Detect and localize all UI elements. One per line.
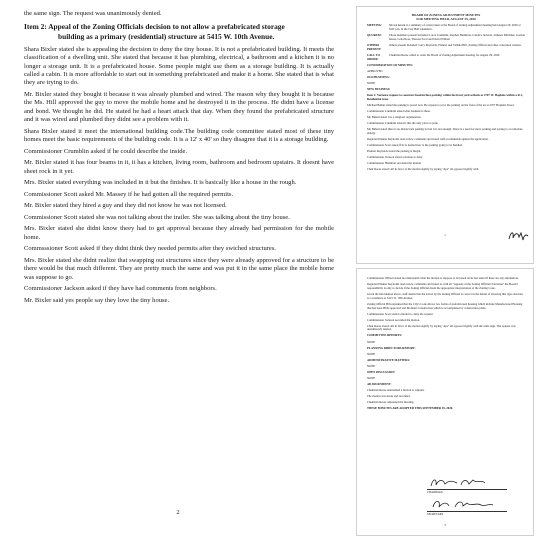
paragraph: Commissioner Scott stated a motion to deny the request. — [367, 311, 434, 316]
secretary-signature — [427, 497, 507, 511]
row-value: Shown herein is a summary of action taken at the Board of Zoning Adjustment meeting held August 29, 2020 at 6:00 p.m. in the City Hall Chambers. — [389, 23, 521, 32]
row-key: CALL TO ORDER: — [367, 52, 380, 61]
section-heading: CONSIDERATION OF MINUTES: — [367, 62, 414, 67]
section-heading: OPEN DISCUSSION: — [367, 369, 396, 374]
paragraph: Shara Bixler stated it meet the international building code.The building code committee stated most of these tiny homes meet the basic requirements of the building code. It is a 12' x 40' so they disagree that it is a storage building. — [24, 127, 334, 143]
paragraph: Mr. Bixler stated they bought it because it was already plumbed and wired. The reason why they bought it is because the Ms. Hill approved the guy to move the mobile home and he destroyed it in the process. He didnt have a license and bond. We thought he did. He stated he had a heart attack that day. When they found the prefabricated structure and it was wired and plumbed they didnt see a problem with it. — [24, 90, 334, 124]
item-1-heading: Item 1: Variance request to construct head-in/face parking within the front yard setback at 2707 W. Hopkins within a R-1, Residential zone. — [367, 92, 523, 101]
paragraph: Commissioner Crumblin asked what business is there. — [367, 108, 431, 113]
paragraph: Mr. Bixler stated it has four beams in it, it has a kitchen, living room, bathroom and bedroom upstairs. It doesnt have sheet rock in it yet. — [24, 159, 334, 175]
section-value: APPROVED — [367, 68, 383, 73]
signature-label: SECRETARY — [427, 512, 444, 516]
paragraph: Commissioner Jackson seconded the motion. — [367, 317, 420, 322]
section-heading: OLD BUSINESS: — [367, 74, 390, 79]
paragraph: Commissioner Crumblin asked is this the only place to park. — [367, 120, 439, 125]
section-value: NONE — [367, 363, 376, 368]
handwritten-initials — [507, 229, 529, 243]
section-value: NONE — [367, 351, 376, 356]
section-value: NONE — [367, 339, 376, 344]
item-2-heading — [24, 22, 334, 41]
paragraph: Mr. Bixler stated they hired a guy and they did not know he was not licensed. — [24, 202, 227, 210]
paragraph: Mrs. Bixler stated everything was included in it but the finishes. It is basically like a house in the rough. — [24, 179, 297, 187]
paragraph: Regional Planner Reynolds read review comments and stated staff recommends against the application. — [367, 136, 489, 141]
minutes-row — [367, 34, 525, 42]
page-number: 3 — [444, 523, 446, 527]
item-2-heading-line2: building as a primary (residential) structure at 5415 W. 10th Avenue. — [58, 31, 275, 41]
paragraph: The motion was made and seconded. — [367, 393, 411, 398]
paragraph: Chair Reese stated: All in favor of the motion signify by saying "Aye" all opposed signify with the same sign. The request was unanimously denied. — [367, 323, 516, 332]
paragraph: Given the information above, staff deems that the action by the Zoning Official is correct in the denial of allowing this type structure as a residence at 5415 W. 10th Avenue. — [367, 291, 523, 300]
paragraph: Chair Reese stated: All in favor of the motion signify by saying "Aye" all opposed signify with — [367, 166, 479, 171]
row-value: Those members present included: Loree Crumblin, Stephen Hamilton, Candice Jackson, Jameses Mitchner, Gordon Reese, Lotta Ross, Theresa Scott and David Wilbert — [389, 33, 525, 41]
row-key: QUORUM: — [367, 33, 382, 38]
paragraph: Mr. Bixler said yes people say they love the tiny house. — [24, 296, 170, 304]
paragraph: Mr. Bahati stated there is no inside back parking lot but it is not enough. There is a need for more parking and paving to accomodate elderly. — [367, 126, 523, 135]
paragraph: Commissioner Jackson stated a motion to deny. — [367, 154, 423, 159]
paragraph: Commissioner Scott asked Mr. Massey if he had gotten all the required permits. — [24, 190, 234, 198]
minutes-row — [367, 44, 525, 52]
paragraph: Commissioner Scott asked if he is denied how is the parking going to be handled. — [367, 142, 463, 147]
section-heading: COMMITTEE REPORTS: — [367, 333, 403, 338]
paragraph: Mr. Bahati stated it is a religious organization. — [367, 114, 422, 119]
minutes-page-1-thumbnail — [356, 6, 534, 264]
chairman-signature — [427, 475, 507, 489]
section-heading: NEW BUSINESS: — [367, 86, 391, 91]
paragraph: Commissioner Wilbert stated he understands what the motion is suppose to be based on he has asked if there are any alternatives. — [367, 276, 519, 280]
minutes-header-line: FOR MEETING HELD, AUGUST 29, 2020 — [416, 17, 476, 22]
paragraph: Regional Planner Reynolds read review comments and stated as with all "Appeals of the Zoning Official's Decision" the Board's responsibility is only to decide if the Zoning Official made the appropriate interpretation of the Zoning Code. — [367, 282, 518, 290]
row-value: Others present included: Larry Reynolds, Planner and Valisha Hill, Zoning Official and other concerned citizens — [389, 43, 521, 47]
paragraph: Commissioner Hamilton seconded the motion. — [367, 160, 422, 165]
paragraph: Commissioner Scott stated she was not talking about the trailer. She was talking about the tiny house. — [24, 213, 290, 221]
paragraph: Commissioner Jackson asked if they have had comments from neighbors. — [24, 285, 217, 293]
opening-line: the same sign. The request was unanimously denied. — [24, 10, 162, 17]
paragraph: Mrs. Bixler stated she didnt realize that swapping out structures since they were already approved for a structure to be there would be that much different. They are pretty much the same and was put it in the same place the mobile home was suppose to go. — [24, 256, 334, 281]
page-number: 2 — [176, 509, 180, 516]
paragraph: Mrs. Bixler stated she didnt know theey had to get approval because they already had permission for the mobile home. — [24, 225, 334, 241]
minutes-row — [367, 54, 525, 62]
section-heading: ADMINISTRATIVE MATTERS: — [367, 357, 411, 362]
section-heading: ADJOURNMENT: — [367, 381, 392, 386]
paragraph: Chairman Reese adjourned the meeting. — [367, 399, 415, 404]
section-heading: PLANNING DIRECTORS REPORT: — [367, 345, 416, 350]
signature-label: CHAIRMAN — [427, 490, 443, 494]
row-key: OTHERS PRESENT: — [367, 43, 382, 51]
paragraph: Commsssioner Scott asked if they didnt think they needed permits after they swiched structures. — [24, 245, 277, 253]
paragraph: Commissioner Crumblin asked if he could describe the inside. — [24, 147, 188, 155]
row-value: Chairman Reese called to order the Board of Zoning Adjustment meeting for August 29, 2020 — [389, 52, 500, 57]
page-number: 1 — [444, 233, 446, 237]
row-key: MEETING: — [367, 23, 383, 28]
minutes-page-2 — [8, 4, 348, 534]
minutes-row — [367, 24, 525, 32]
paragraph: Michael Bahati stated the parking is paved now. He request to pave the parking on the front of the lot at 2707 Hopkins Street. — [367, 102, 515, 107]
minutes-header-line: BOARD OF ZONING ADJUSTMENT MINUTES — [411, 13, 481, 17]
adoption-statement: THESE MINUTES ARE ADOPTED THIS SEPTEMBER 29, 2020. — [367, 405, 454, 410]
section-value: NONE — [367, 375, 376, 380]
paragraph: Shara Bixler stated she is appealing the decision to deny the tiny house. It is not a prefabricated building. It meets the classification of a dwelling unit. She stated that because it has plumbing, electrical, a bathroom and a kitchen it is no longer a storage unit. It is a prefabricated house. Some people might use them as a storage building. It is actually called a cabin. It is more affordable to start out in something prefabricated and make it a home. She stated that is what they are trying to do. — [24, 45, 334, 87]
item-2-heading-line1: Item 2: Appeal of the Zoning Officials decision to not allow a prefabricated storage — [24, 22, 285, 32]
paragraph: Zoning Official Hill explained that the City's Code allows two forms of prefabricated housing which include Manufactured Housing that has been HUD approved and Modular Construction which is accompanied by construction plans. — [367, 301, 523, 310]
section-value: NONE — [367, 80, 376, 85]
paragraph: Chairman Reese entertained a motion to adjourn. — [367, 387, 425, 392]
minutes-page-3-thumbnail — [356, 268, 534, 536]
paragraph: Planner Reynolds stated the parking is illegal. — [367, 148, 421, 153]
